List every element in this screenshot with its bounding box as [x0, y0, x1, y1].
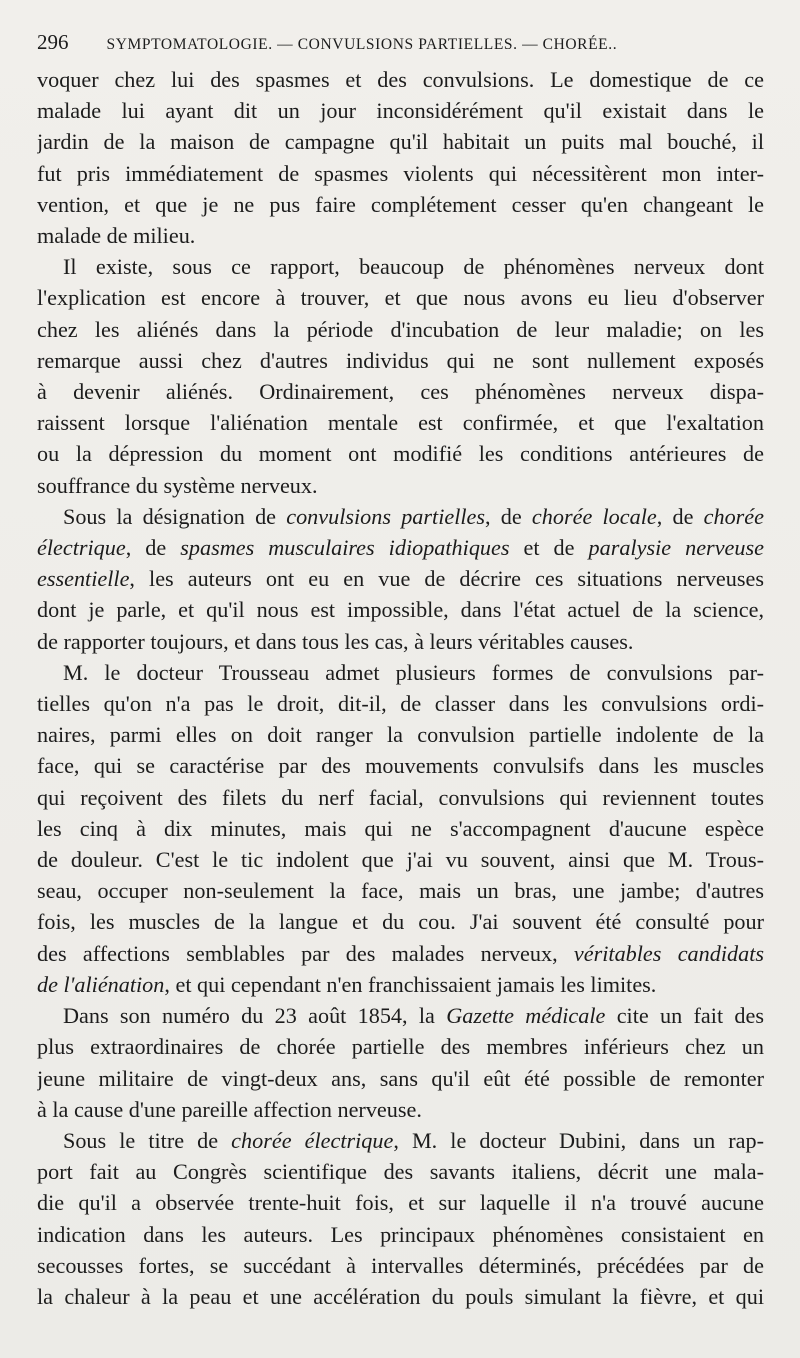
text-line: die qu'il a observée trente-huit fois, et sur laquelle il n'a trouvé aucune: [37, 1190, 764, 1216]
text-line: électrique, de spasmes musculaires idiopathiques et de paralysie nerveuse: [37, 535, 764, 561]
text-line: de l'aliénation, et qui cependant n'en franchissaient jamais les limites.: [37, 971, 657, 997]
text-line: qui reçoivent des filets du nerf facial, convulsions qui reviennent toutes: [37, 784, 764, 810]
text-line: souffrance du système nerveux.: [37, 472, 318, 498]
text-line: Sous la désignation de convulsions partielles, de chorée locale, de chorée: [63, 503, 764, 529]
text-line: voquer chez lui des spasmes et des convulsions. Le domestique de ce: [37, 67, 764, 92]
text-line: face, qui se caractérise par des mouvements convulsifs dans les muscles: [37, 753, 764, 779]
text-line: malade lui ayant dit un jour inconsidérément qu'il existait dans le: [37, 98, 764, 124]
running-head: SYMPTOMATOLOGIE. — CONVULSIONS PARTIELLES. — CHORÉE..: [106, 36, 618, 53]
text-line: de douleur. C'est le tic indolent que j'ai vu souvent, ainsi que M. Trous-: [37, 847, 764, 873]
text-line: fut pris immédiatement de spasmes violents qui nécessitèrent mon inter-: [37, 160, 764, 186]
text-line: remarque aussi chez d'autres individus qui ne sont nullement exposés: [37, 347, 764, 373]
text-line: les cinq à dix minutes, mais qui ne s'accompagnent d'aucune espèce: [37, 815, 764, 841]
body-text: [37, 64, 764, 1312]
text-line: la chaleur à la peau et une accélération du pouls simulant la fièvre, et qui: [37, 1283, 764, 1309]
text-line: seau, occuper non-seulement la face, mais un bras, une jambe; d'autres: [37, 878, 764, 904]
text-line: port fait au Congrès scientifique des savants italiens, décrit une mala-: [37, 1159, 764, 1185]
text-line: l'explication est encore à trouver, et que nous avons eu lieu d'observer: [37, 285, 764, 311]
text-line: indication dans les auteurs. Les principaux phénomènes consistaient en: [37, 1221, 764, 1247]
page-number: 296: [37, 30, 69, 54]
text-line: raissent lorsque l'aliénation mentale est confirmée, et que l'exaltation: [37, 410, 764, 436]
text-line: secousses fortes, se succédant à intervalles déterminés, précédées par de: [37, 1252, 764, 1278]
page-header: [37, 30, 764, 64]
text-line: de rapporter toujours, et dans tous les cas, à leurs véritables causes.: [37, 628, 634, 654]
text-line: à devenir aliénés. Ordinairement, ces phénomènes nerveux dispa-: [37, 379, 764, 405]
text-line: M. le docteur Trousseau admet plusieurs formes de convulsions par-: [63, 659, 764, 685]
text-line: Il existe, sous ce rapport, beaucoup de phénomènes nerveux dont: [63, 254, 764, 280]
text-line: jeune militaire de vingt-deux ans, sans qu'il eût été possible de remonter: [37, 1065, 764, 1091]
text-line: essentielle, les auteurs ont eu en vue de décrire ces situations nerveuses: [37, 566, 764, 592]
text-line: fois, les muscles de la langue et du cou. J'ai souvent été consulté pour: [37, 909, 764, 935]
text-line: plus extraordinaires de chorée partielle des membres inférieurs chez un: [37, 1034, 764, 1060]
text-line: jardin de la maison de campagne qu'il habitait un puits mal bouché, il: [37, 129, 764, 155]
text-line: dont je parle, et qu'il nous est impossible, dans l'état actuel de la science,: [37, 597, 764, 623]
text-line: chez les aliénés dans la période d'incubation de leur maladie; on les: [37, 316, 764, 342]
text-line: vention, et que je ne pus faire complétement cesser qu'en changeant le: [37, 191, 764, 217]
text-line: Sous le titre de chorée électrique, M. le docteur Dubini, dans un rap-: [63, 1127, 764, 1153]
text-line: naires, parmi elles on doit ranger la convulsion partielle indolente de la: [37, 722, 764, 748]
text-line: Dans son numéro du 23 août 1854, la Gazette médicale cite un fait des: [63, 1003, 764, 1029]
text-line: à la cause d'une pareille affection nerveuse.: [37, 1096, 422, 1122]
text-line: des affections semblables par des malades nerveux, véritables candidats: [37, 940, 764, 966]
text-line: malade de milieu.: [37, 223, 196, 249]
text-line: ou la dépression du moment ont modifié les conditions antérieures de: [37, 441, 764, 467]
text-line: tielles qu'on n'a pas le droit, dit-il, de classer dans les convulsions ordi-: [37, 691, 764, 717]
